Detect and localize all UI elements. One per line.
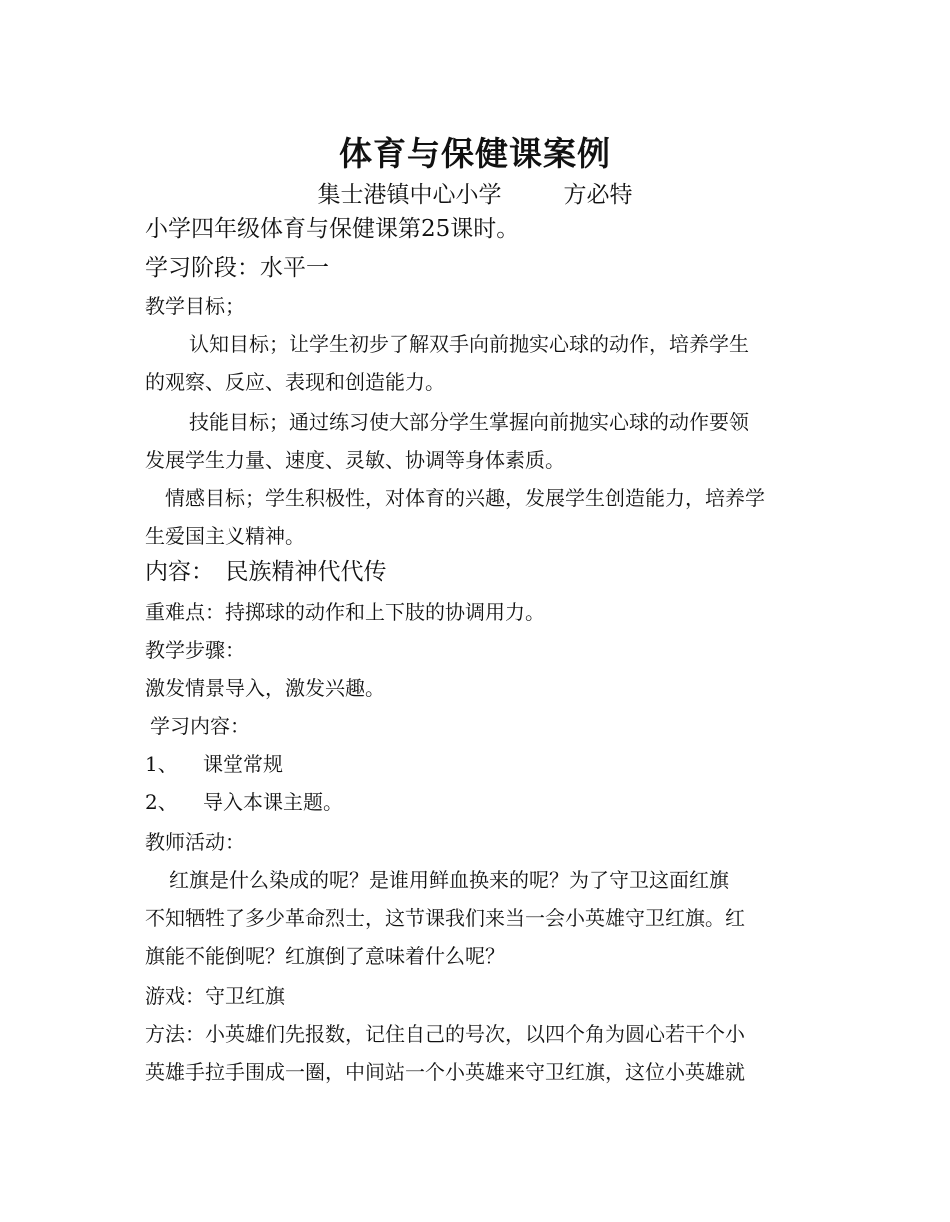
- paragraph-line: 情感目标；学生积极性，对体育的兴趣，发展学生创造能力，培养学: [165, 486, 765, 510]
- key-points: 重难点：持掷球的动作和上下肢的协调用力。: [145, 600, 545, 624]
- paragraph-line: 红旗是什么染成的呢？是谁用鲜血换来的呢？为了守卫这面红旗: [169, 868, 729, 892]
- list-number: 1、: [145, 752, 178, 776]
- list-item: [145, 788, 815, 816]
- list-item-text: 导入本课主题。: [203, 790, 343, 814]
- teaching-steps-heading: 教学步骤：: [145, 638, 245, 662]
- paragraph-line: 方法：小英雄们先报数，记住自己的号次，以四个角为圆心若干个小: [145, 1022, 745, 1046]
- paragraph-line: 生爱国主义精神。: [145, 524, 305, 548]
- paragraph-line: 不知牺牲了多少革命烈士，这节课我们来当一会小英雄守卫红旗。红: [145, 906, 745, 930]
- paragraph-line: 技能目标；通过练习使大部分学生掌握向前抛实心球的动作要领: [189, 410, 749, 434]
- document-title: 体育与保健课案例: [339, 134, 611, 173]
- intro-line: 激发情景导入，激发兴趣。: [145, 676, 385, 700]
- learning-content-heading: 学习内容：: [150, 714, 250, 738]
- school-name: 集士港镇中心小学: [317, 182, 502, 208]
- teacher-activity-heading: 教师活动：: [145, 830, 245, 854]
- lesson-info: 小学四年级体育与保健课第25课时。: [145, 216, 520, 242]
- game-heading: 游戏：守卫红旗: [145, 984, 285, 1008]
- author-name: 方必特: [563, 182, 633, 208]
- content-line: 内容： 民族精神代代传: [145, 559, 387, 585]
- list-item-text: 课堂常规: [203, 752, 283, 776]
- teaching-goals-heading: 教学目标；: [145, 294, 245, 318]
- paragraph-line: 发展学生力量、速度、灵敏、协调等身体素质。: [145, 448, 565, 472]
- learning-stage: 学习阶段：水平一: [145, 255, 329, 281]
- paragraph-line: 旗能不能倒呢？红旗倒了意味着什么呢？: [145, 944, 505, 968]
- paragraph-line: 英雄手拉手围成一圈，中间站一个小英雄来守卫红旗，这位小英雄就: [145, 1060, 745, 1084]
- paragraph-line: 认知目标；让学生初步了解双手向前抛实心球的动作，培养学生: [189, 332, 749, 356]
- list-item: [145, 750, 815, 778]
- list-number: 2、: [145, 790, 178, 814]
- byline: [0, 176, 950, 209]
- paragraph-line: 的观察、反应、表现和创造能力。: [145, 370, 445, 394]
